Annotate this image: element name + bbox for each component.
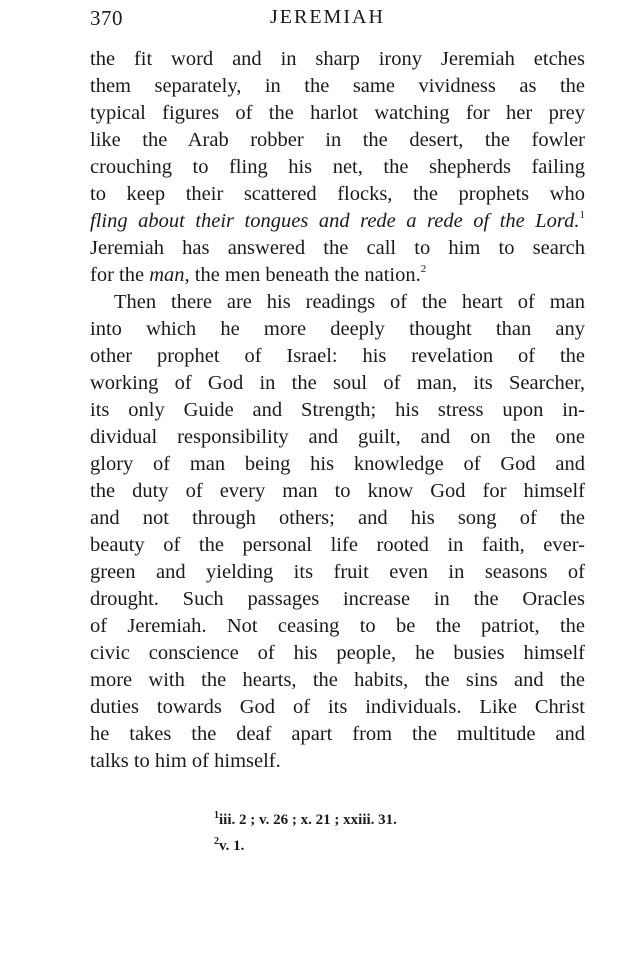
text-line: drought. Such passages increase in the Oracles — [90, 588, 585, 610]
text-line: and not through others; and his song of the — [90, 507, 585, 529]
text-line: crouching to fling his net, the shepherds failing — [90, 156, 585, 178]
running-head: JEREMIAH — [270, 6, 385, 28]
footnote-text: iii. 2 ; v. 26 ; x. 21 ; xxiii. 31. — [219, 812, 397, 828]
text-line: green and yielding its fruit even in seasons of — [90, 561, 585, 583]
paragraph-continued — [90, 46, 585, 289]
text-line: talks to him of himself. — [90, 750, 281, 772]
text-line: he takes the deaf apart from the multitude and — [90, 723, 585, 745]
footnote-ref: 2 — [420, 263, 427, 275]
text-line: Then there are his readings of the heart of man — [114, 291, 585, 313]
footnote-marker: 1 — [214, 810, 219, 821]
page-header — [90, 6, 585, 34]
footnote-text: v. 1. — [219, 838, 245, 854]
text-line: the duty of every man to know God for himself — [90, 480, 585, 502]
text-line: the fit word and in sharp irony Jeremiah etches — [90, 48, 585, 70]
footnote-ref: 1 — [579, 209, 585, 221]
text-line: into which he more deeply thought than any — [90, 318, 585, 340]
footnote — [214, 833, 397, 859]
text-line — [90, 262, 585, 289]
page-number: 370 — [90, 6, 123, 30]
italic-word: man — [149, 264, 185, 286]
text-line — [90, 208, 585, 235]
text-line: duties towards God of its individuals. Like Christ — [90, 696, 585, 718]
paragraph — [90, 289, 585, 775]
footnotes — [214, 807, 397, 859]
text-line: civic conscience of his people, he busies himself — [90, 642, 585, 664]
text-line: its only Guide and Strength; his stress upon in- — [90, 399, 585, 421]
footnote-marker: 2 — [214, 836, 219, 847]
text-run: , the men beneath the nation. — [184, 264, 421, 286]
footnote — [214, 807, 397, 833]
text-line: like the Arab robber in the desert, the fowler — [90, 129, 585, 151]
text-line: to keep their scattered flocks, the prophets who — [90, 183, 585, 205]
text-line: of Jeremiah. Not ceasing to be the patriot, the — [90, 615, 585, 637]
text-line: typical figures of the harlot watching for her prey — [90, 102, 585, 124]
text-line: dividual responsibility and guilt, and on the one — [90, 426, 585, 448]
text-line: more with the hearts, the habits, the sins and the — [90, 669, 585, 691]
text-line: other prophet of Israel: his revelation of the — [90, 345, 585, 367]
text-line: working of God in the soul of man, its Searcher, — [90, 372, 585, 394]
text-run: for the — [90, 264, 150, 286]
body-text — [90, 46, 585, 775]
text-line: them separately, in the same vividness as the — [90, 75, 585, 97]
text-line: Jeremiah has answered the call to him to search — [90, 237, 585, 259]
text-line: glory of man being his knowledge of God and — [90, 453, 585, 475]
italic-quotation: fling about their tongues and rede a rede of the Lord. — [90, 210, 580, 232]
text-line: beauty of the personal life rooted in faith, ever- — [90, 534, 585, 556]
